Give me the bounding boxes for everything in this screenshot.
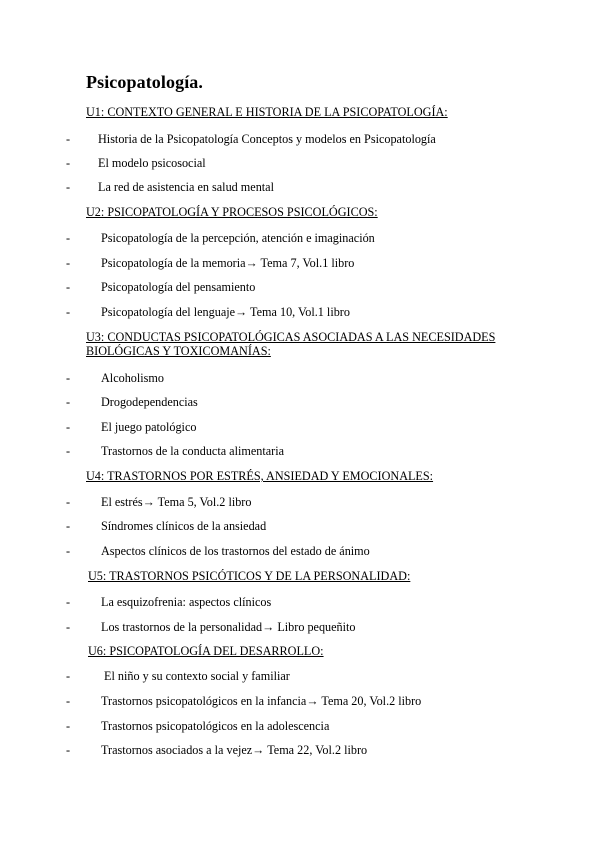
list-item-text: El modelo psicosocial — [98, 156, 206, 170]
unit-heading-u6: U6: PSICOPATOLOGÍA DEL DESARROLLO: — [88, 644, 324, 658]
unit-heading-u4: U4: TRASTORNOS POR ESTRÉS, ANSIEDAD Y EMOCIONALES: — [86, 469, 434, 483]
unit-heading-u5: U5: TRASTORNOS PSICÓTICOS Y DE LA PERSONALIDAD: — [88, 569, 411, 583]
list-item-text: Alcoholismo — [101, 371, 164, 385]
list-item-text: Síndromes clínicos de la ansiedad — [101, 519, 267, 533]
list-item-text: Psicopatología de la memoria→ Tema 7, Vol.1 libro — [101, 256, 355, 270]
list-item-text: El juego patológico — [101, 420, 197, 434]
list-item-text: Trastornos psicopatológicos en la adolescencia — [101, 719, 330, 733]
unit-heading-u3: U3: CONDUCTAS PSICOPATOLÓGICAS ASOCIADAS A LAS NECESIDADES BIOLÓGICAS Y TOXICOMANÍAS: — [86, 330, 496, 358]
list-item-text: Historia de la Psicopatología Conceptos y modelos en Psicopatología — [98, 132, 436, 146]
bullet-dash: - — [66, 719, 71, 733]
bullet-dash: - — [66, 132, 71, 146]
list-item-text: La red de asistencia en salud mental — [98, 180, 274, 194]
bullet-dash: - — [66, 495, 71, 509]
list-item-text: Aspectos clínicos de los trastornos del estado de ánimo — [101, 544, 370, 558]
bullet-dash: - — [66, 156, 71, 170]
bullet-dash: - — [66, 280, 71, 294]
bullet-dash: - — [66, 519, 71, 533]
bullet-dash: - — [66, 444, 71, 458]
bullet-dash: - — [66, 595, 71, 609]
list-item-text: El niño y su contexto social y familiar — [104, 669, 290, 683]
list-item-text: Drogodependencias — [101, 395, 198, 409]
bullet-dash: - — [66, 544, 71, 558]
bullet-dash: - — [66, 180, 71, 194]
list-item-text: Psicopatología de la percepción, atención e imaginación — [101, 231, 375, 245]
bullet-dash: - — [66, 669, 71, 683]
bullet-dash: - — [66, 371, 71, 385]
list-item-text: Trastornos psicopatológicos en la infancia→ Tema 20, Vol.2 libro — [101, 694, 422, 708]
unit-heading-u1: U1: CONTEXTO GENERAL E HISTORIA DE LA PSICOPATOLOGÍA: — [86, 105, 448, 119]
list-item-text: Trastornos asociados a la vejez→ Tema 22, Vol.2 libro — [101, 743, 368, 757]
list-item-text: Psicopatología del lenguaje→ Tema 10, Vol.1 libro — [101, 305, 350, 319]
bullet-dash: - — [66, 231, 71, 245]
bullet-dash: - — [66, 420, 71, 434]
unit-heading-u2: U2: PSICOPATOLOGÍA Y PROCESOS PSICOLÓGICOS: — [86, 205, 378, 219]
list-item-text: La esquizofrenia: aspectos clínicos — [101, 595, 272, 609]
list-item-text: El estrés→ Tema 5, Vol.2 libro — [101, 495, 252, 509]
bullet-dash: - — [66, 743, 71, 757]
bullet-dash: - — [66, 305, 71, 319]
bullet-dash: - — [66, 620, 71, 634]
list-item-text: Trastornos de la conducta alimentaria — [101, 444, 284, 458]
list-item-text: Psicopatología del pensamiento — [101, 280, 256, 294]
bullet-dash: - — [66, 256, 71, 270]
page-title: Psicopatología. — [86, 72, 203, 92]
bullet-dash: - — [66, 694, 71, 708]
list-item-text: Los trastornos de la personalidad→ Libro pequeñito — [101, 620, 356, 634]
bullet-dash: - — [66, 395, 71, 409]
